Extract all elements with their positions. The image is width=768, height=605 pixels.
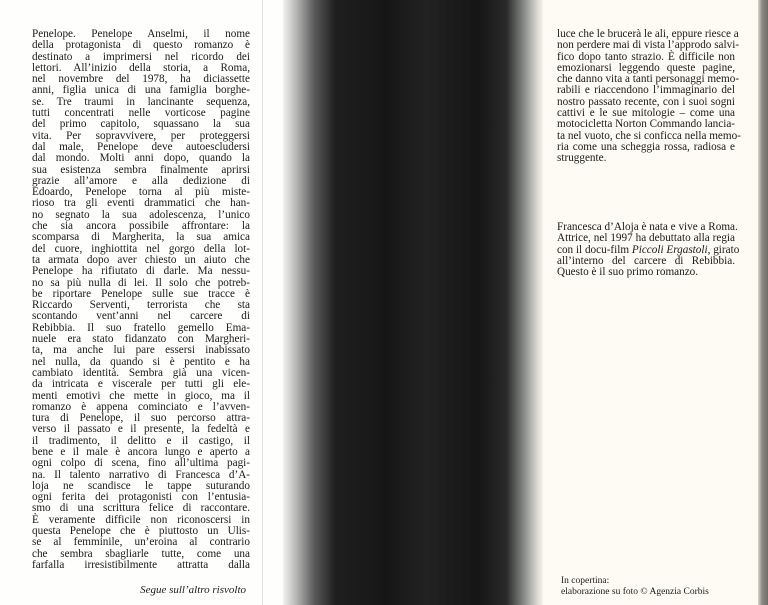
text-line: luce che le brucerà le ali, eppure riesce a [557, 28, 739, 40]
author-bio [557, 221, 740, 279]
text-line: da intricata e viscerale per tutti gli ele- [32, 378, 250, 391]
text-line: no sa più nulla di lei. Il solo che potreb- [32, 276, 250, 289]
continued-note: Segue sull’altro risvolto [140, 584, 246, 596]
text-line: scomparsa di Margherita, la sua amica [32, 231, 250, 244]
text-line: lettori. All’inizio della storia, a Roma, [32, 61, 250, 74]
text-line: verso il passato e il presente, la fedeltà e [32, 423, 250, 436]
text-line: fico dopo tanto strazio. È difficile non [557, 50, 735, 63]
text-line: loja ne scandisce le tappe suturando [32, 479, 250, 492]
text-line: della protagonista di questo romanzo è [32, 39, 250, 52]
text-line: emozionarsi leggendo queste pagine, [557, 61, 735, 74]
text-line: ta armata dopo aver chiesto un aiuto che [32, 253, 250, 266]
text-line: se. Tre traumi in lancinante sequenza, [32, 95, 250, 108]
text-line: Penelope. Penelope Anselmi, il nome [32, 28, 250, 40]
fold-line [262, 0, 263, 605]
text-line: nel nulla, da quando si è pentito e ha [32, 355, 250, 368]
book-spine-shadow [283, 0, 543, 605]
bio-line: all’interno del carcere di Rebibbia. [557, 254, 735, 267]
text-line: dal male, Penelope deve autoescludersi [32, 140, 250, 153]
text-line: del cuore, inghiottita nel gorgo della lot- [32, 242, 250, 255]
text-line: motocicletta Norton Commando lancia- [557, 118, 736, 131]
text-line: ogni colpo di scena, fino all’ultima pagi- [32, 457, 250, 470]
text-line: no segnato la sua adolescenza, l’unico [32, 208, 250, 221]
text-line: nostro passato recente, con i suoi sogni [557, 95, 735, 108]
text-line: ria come una scheggia rossa, radiosa e [557, 140, 735, 153]
text-line: questa Penelope che è piuttosto un Ulis- [32, 525, 250, 538]
text-line: sua esistenza sembra finalmente aprirsi [32, 163, 250, 176]
text-line: che sembra sbagliarle tutte, come una [32, 547, 250, 560]
text-line: che danno vita a tanti personaggi memo- [557, 73, 740, 86]
page-edge-shadow [758, 0, 768, 605]
text-line: farfalla irresistibilmente attratta dalla [32, 558, 250, 571]
text-line: dal mondo. Molti anni dopo, quando la [32, 152, 250, 165]
text-line: menti emotivi che mette in gioco, ma il [32, 389, 250, 402]
text-line: ogni ferita dei protagonisti con l’entusia- [32, 491, 250, 504]
film-title: Piccoli Ergastoli [631, 243, 708, 256]
text-line: vita. Per sopravvivere, per proteggersi [32, 129, 250, 142]
text-line: na. Il talento narrativo di Francesca d’A- [32, 468, 250, 481]
text-line: smo di una scrittura felice di raccontare. [32, 502, 250, 515]
text-line: se al femminile, un’eroina al contrario [32, 536, 250, 549]
text-line: cambiato identità. Sembra già una vicen- [32, 366, 250, 379]
credits-label: In copertina: [561, 576, 610, 586]
text-line: nuele era stato fidanzato con Margheri- [32, 333, 250, 346]
text-line: nel novembre del 1978, ha diciassette [32, 73, 250, 86]
text-line: Penelope ha rifiutato di darle. Ma nessu- [32, 265, 250, 278]
bio-text: , girato [707, 243, 740, 256]
text-line: Riccardo Serventi, terrorista che sta [32, 299, 250, 312]
text-line: be riportare Penelope sulle sue tracce è [32, 287, 250, 300]
text-line: tutti concentrati nelle vorticose pagine [32, 107, 250, 120]
text-line: del primo capitolo, squassano la sua [32, 118, 250, 131]
text-line: bene e il male è ancora lungo e aperto a [32, 445, 250, 458]
right-flap-text [557, 28, 741, 165]
bio-line: Questo è il suo primo romanzo. [557, 266, 699, 279]
text-line: Rebibbia. Il suo fratello gemello Ema- [32, 321, 250, 334]
text-line: struggente. [557, 152, 607, 165]
text-line: rabili e riaccendono l’immaginario del [557, 84, 735, 97]
cover-credits [561, 576, 709, 598]
credits-text: elaborazione su foto © Agenzia Corbis [561, 587, 709, 597]
bio-line: Attrice, nel 1997 ha debuttato alla regia [557, 232, 735, 245]
text-line: non perdere mai di vista l’approdo salvi- [557, 39, 740, 52]
text-line: destinato a imprimersi nel ricordo dei [32, 50, 250, 63]
text-line: Edoardo, Penelope torna al più miste- [32, 186, 250, 199]
text-line: rioso tra gli eventi drammatici che han- [32, 197, 250, 210]
text-line: anni, figlia unica di una famiglia borghe- [32, 84, 250, 97]
text-line: cattivi e le sue mitologie – come una [557, 107, 735, 120]
bio-text: con il docu-film [557, 243, 632, 256]
text-line: ta nel vuoto, che si conficca nella memo- [557, 129, 741, 142]
text-line: il tradimento, il delitto e il castigo, il [32, 434, 250, 447]
text-line: scontando vent’anni nel carcere di [32, 310, 250, 323]
text-line: tura di Penelope, il suo percorso attra- [32, 412, 250, 425]
text-line: che sia ancora possibile affrontare: la [32, 220, 250, 233]
bio-line: Francesca d’Aloja è nata e vive a Roma. [557, 221, 738, 233]
text-line: È veramente difficile non riconoscersi in [32, 513, 250, 526]
text-line: romanzo è appena cominciato e l’avven- [32, 400, 250, 413]
left-flap-text [32, 29, 250, 571]
text-line: ta, ma anche lui pare essersi inabissato [32, 344, 250, 357]
text-line: grazie all’amore e alla dedizione di [32, 174, 250, 187]
